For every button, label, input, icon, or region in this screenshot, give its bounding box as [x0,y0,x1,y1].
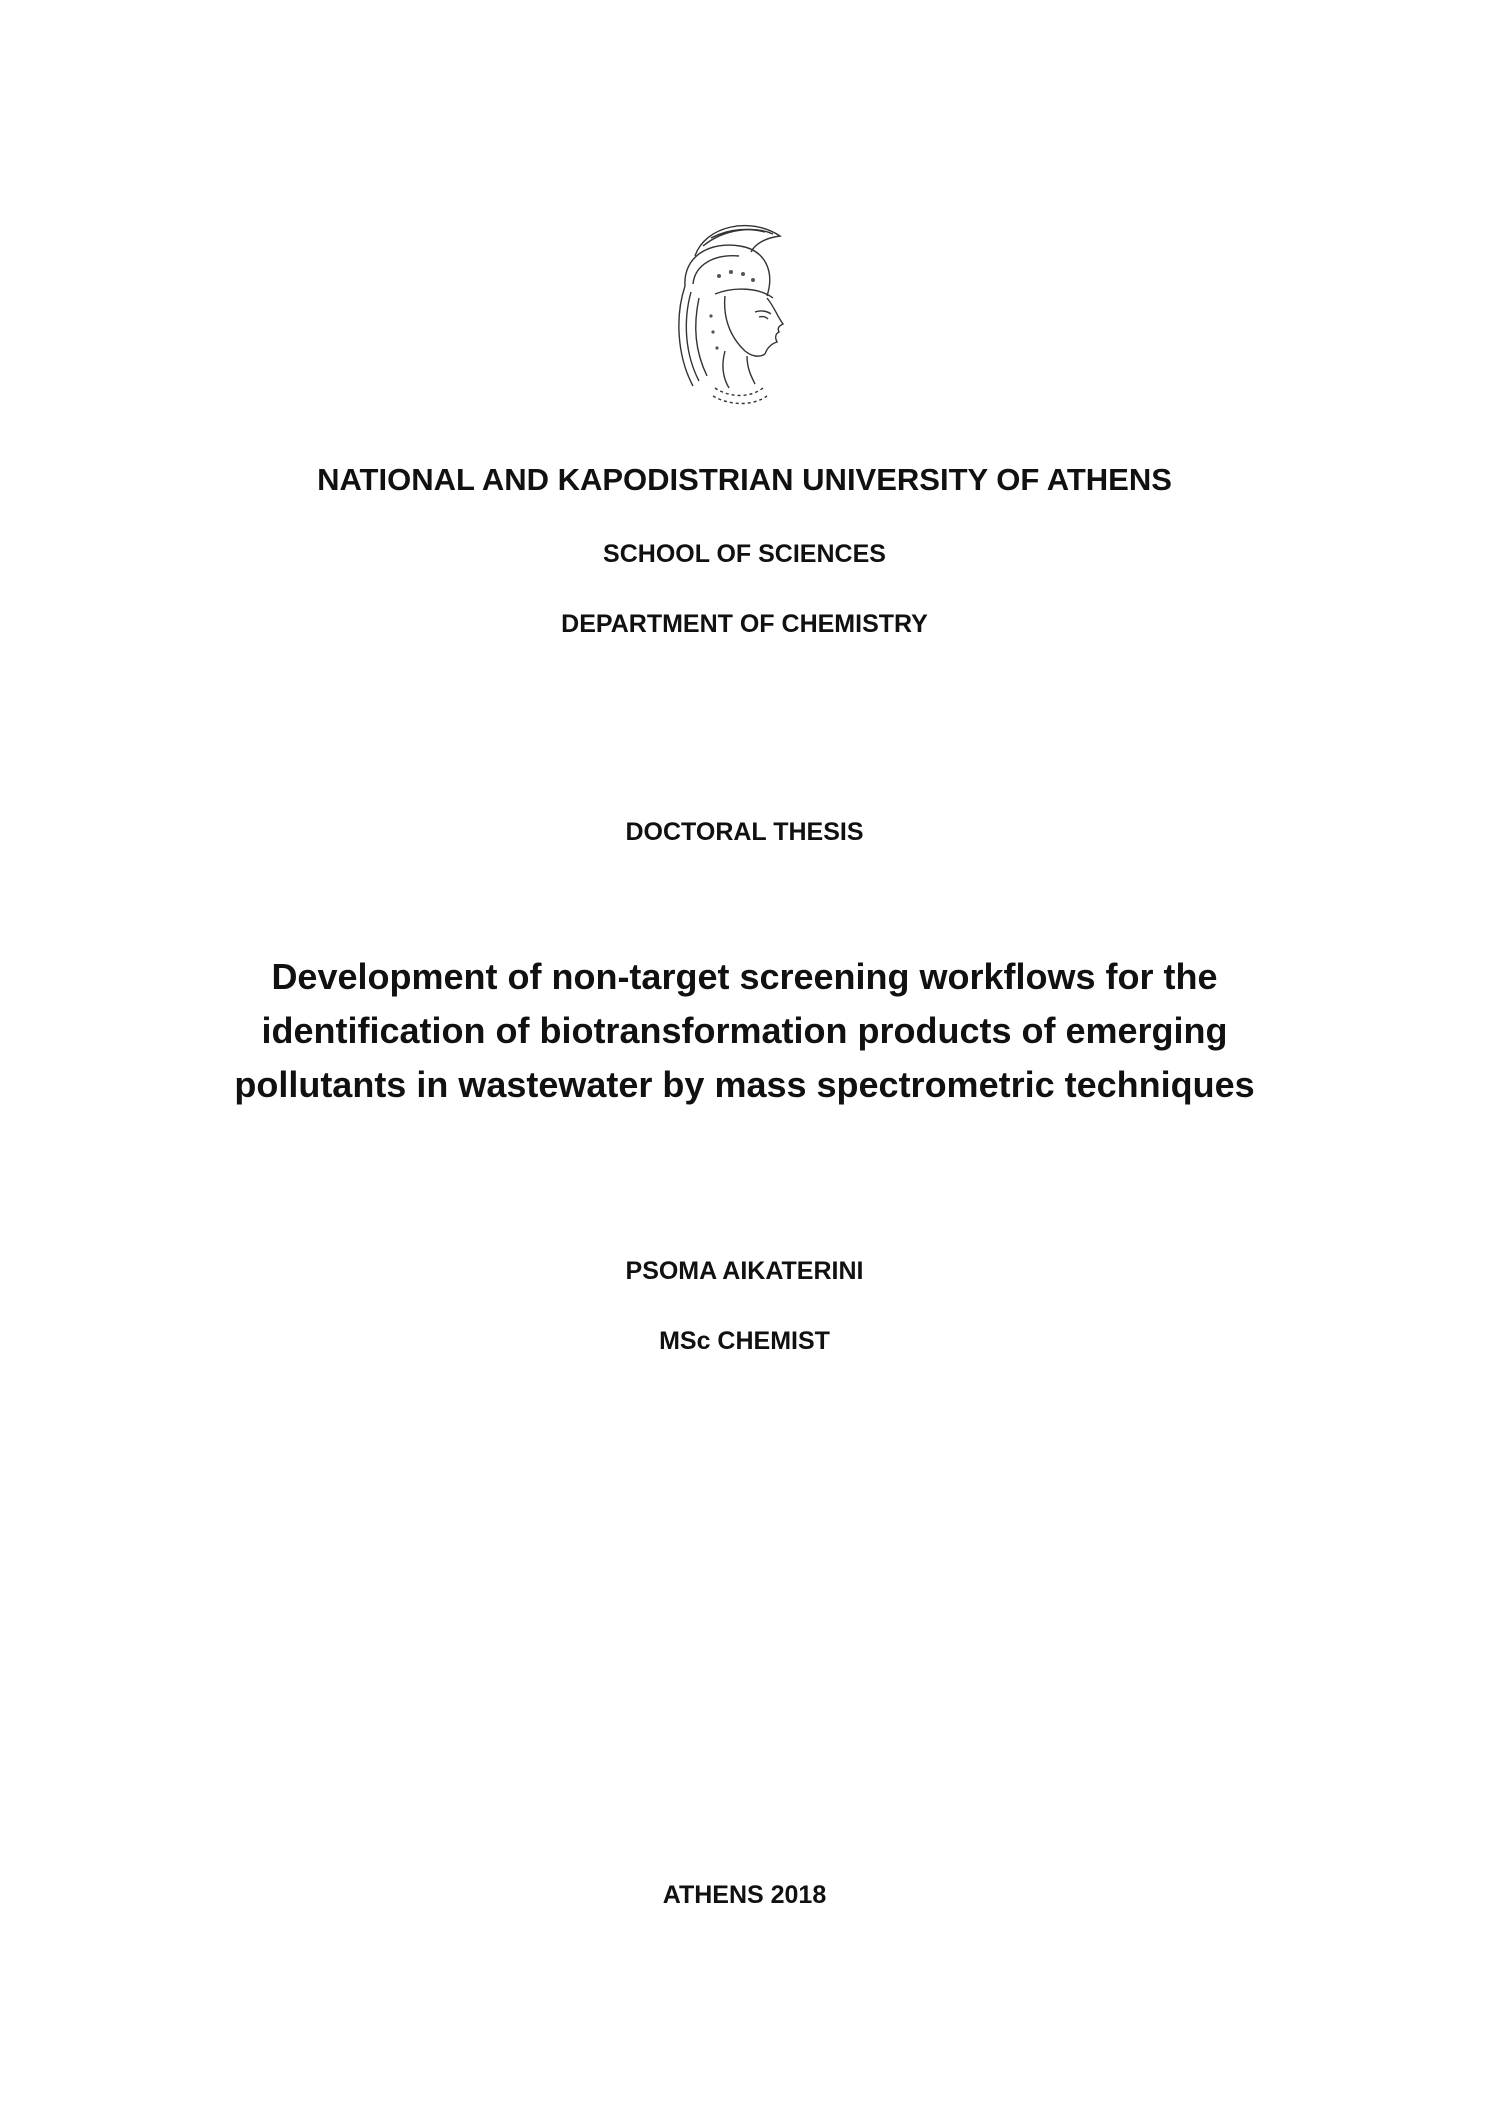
author-name: PSOMA AIKATERINI [625,1257,864,1285]
athena-head-emblem-icon [655,216,805,406]
author-degree: MSc CHEMIST [659,1327,830,1355]
thesis-title-line: Development of non-target screening workflows for the [271,956,1218,997]
document-type: DOCTORAL THESIS [625,818,864,846]
thesis-title-line: pollutants in wastewater by mass spectrometric techniques [234,1064,1255,1105]
school-name: SCHOOL OF SCIENCES [603,540,886,568]
university-name: NATIONAL AND KAPODISTRIAN UNIVERSITY OF ATHENS [317,462,1172,497]
thesis-title [100,950,1389,1112]
thesis-title-line: identification of biotransformation products of emerging [261,1010,1228,1051]
department-name: DEPARTMENT OF CHEMISTRY [561,610,928,638]
place-and-year: ATHENS 2018 [662,1881,827,1909]
